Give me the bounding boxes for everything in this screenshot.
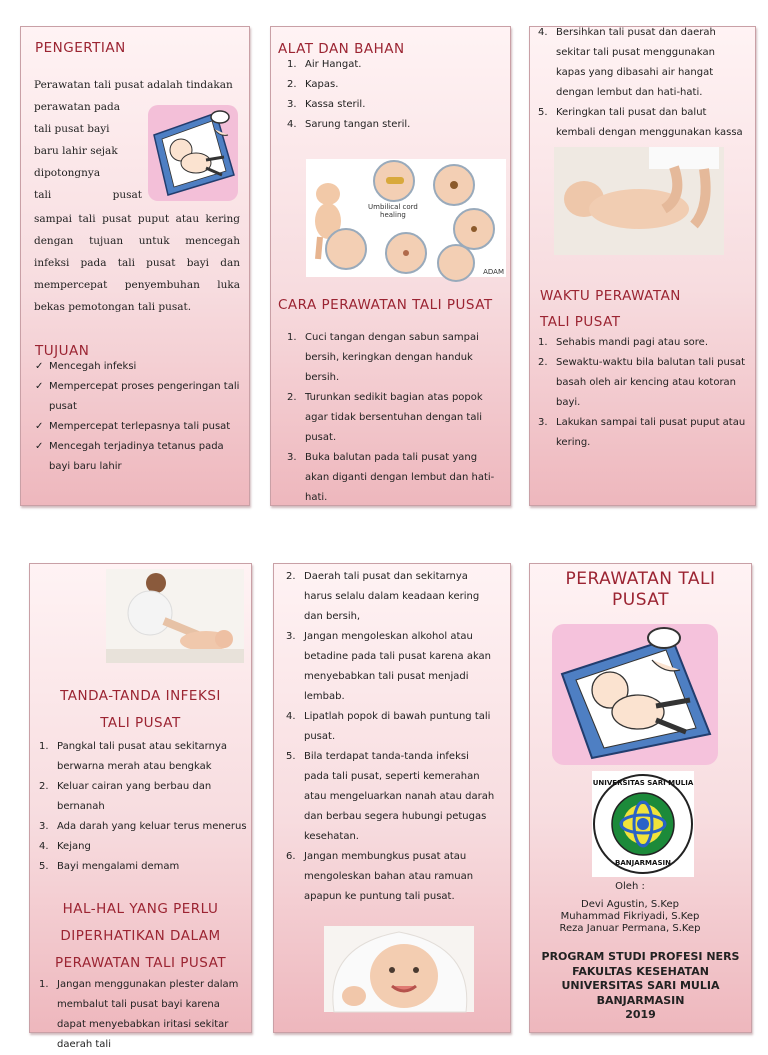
footer-line: UNIVERSITAS SARI MULIA [561, 979, 720, 992]
pengertian-line: dipotongnya [34, 167, 101, 179]
list-item: 3. Kassa steril. [287, 99, 366, 110]
waktu-list [536, 333, 748, 453]
waktu-heading: WAKTU PERAWATAN TALI PUSAT [540, 288, 681, 330]
baby-care-illustration [552, 624, 718, 765]
list-item: 2. Sewaktu-waktu bila balutan tali pusat basah oleh air kencing atau kotoran bayi. [538, 357, 746, 408]
panel-waktu [529, 26, 756, 506]
baby-care-illustration [148, 105, 238, 201]
list-item: 4. Kejang [39, 841, 91, 852]
list-item: 1. Air Hangat. [287, 59, 362, 70]
check-icon: ✓ [35, 441, 44, 452]
author-block [530, 881, 730, 935]
list-item: 2. Daerah tali pusat dan sekitarnya harus selalu dalam keadaan kering dan bersih, [286, 571, 480, 622]
diagram-label: Umbilical cord [368, 203, 418, 211]
list-item: 3. Buka balutan pada tali pusat yang akan diganti dengan lembut dan hati-hati. [287, 452, 495, 503]
list-item: ✓ Mencegah infeksi [35, 357, 241, 377]
pengertian-line: tali pusat bayi [34, 123, 110, 135]
check-icon: ✓ [35, 381, 44, 392]
cara-list-continued [536, 23, 746, 163]
alat-list [285, 55, 495, 135]
list-item: 4. Sarung tangan steril. [287, 119, 411, 130]
list-item: ✓ Mempercepat proses pengeringan tali pusat [35, 377, 241, 417]
oleh-label: Oleh : [615, 881, 645, 892]
cara-list [285, 328, 497, 508]
list-item: ✓ Mencegah terjadinya tetanus pada bayi baru lahir [35, 437, 241, 477]
tujuan-heading: TUJUAN [35, 343, 90, 359]
list-item: 4. Bersihkan tali pusat dan daerah sekitar tali pusat menggunakan kapas yang dibasahi air hangat dengan lembut dan hati-hati. [538, 27, 716, 98]
cara-heading: CARA PERAWATAN TALI PUSAT [278, 297, 493, 313]
list-item: 5. Keringkan tali pusat dan balut kembali dengan menggunakan kassa [538, 107, 743, 138]
hal-heading: HAL-HAL YANG PERLU DIPERHATIKAN DALAM PERAWATAN TALI PUSAT [54, 901, 227, 971]
list-item: 5. Bila terdapat tanda-tanda infeksi pada tali pusat, seperti kemerahan atau mengeluarkan nanah atau darah dan berbau segera hubungi petugas kesehatan. [286, 751, 495, 842]
alat-heading: ALAT DAN BAHAN [278, 41, 405, 57]
list-item: 1. Jangan menggunakan plester dalam membalut tali pusat bayi karena dapat menyebabkan iritasi sekitar daerah tali [39, 979, 239, 1050]
baby-photo [554, 147, 724, 255]
list-item: 3. Ada darah yang keluar terus menerus [39, 821, 247, 832]
pengertian-line: tali pusat [34, 189, 142, 201]
pengertian-heading: PENGERTIAN [35, 40, 126, 56]
footer-line: 2019 [625, 1008, 656, 1021]
logo-text: UNIVERSITAS SARI MULIA [592, 779, 694, 787]
list-item: ✓ Mempercepat terlepasnya tali pusat [35, 417, 241, 437]
list-item: 2. Keluar cairan yang berbau dan bernanah [39, 781, 212, 812]
list-item: 5. Bayi mengalami demam [39, 861, 180, 872]
footer-line: BANJARMASIN [596, 993, 685, 1007]
university-logo [592, 771, 694, 877]
list-item: 2. Turunkan sedikit bagian atas popok agar tidak bersentuhan dengan tali pusat. [287, 392, 483, 443]
pengertian-line: Perawatan tali pusat adalah tindakan [34, 79, 233, 91]
pengertian-paragraph: sampai tali pusat puput atau kering dengan tujuan untuk mencegah infeksi pada tali pusat bayi dan mempercepat penyembuhan luka bekas pemotongan tali pusat. [34, 213, 240, 313]
panel-cover [529, 563, 752, 1033]
pengertian-line: baru lahir sejak [34, 145, 118, 157]
author-name: Reza Januar Permana, S.Kep [559, 923, 701, 934]
list-item: 3. Lakukan sampai tali pusat puput atau kering. [538, 417, 746, 448]
list-item: 1. Pangkal tali pusat atau sekitarnya berwarna merah atau bengkak [39, 741, 227, 772]
umbilical-cord-healing-diagram [306, 159, 506, 277]
footer-line: PROGRAM STUDI PROFESI NERS [541, 950, 740, 963]
tanda-list [37, 737, 247, 877]
hal-list-continued [284, 567, 496, 907]
tujuan-list [35, 357, 241, 477]
panel-hal-lanjutan [273, 563, 511, 1033]
check-icon: ✓ [35, 421, 44, 432]
list-item: 6. Jangan membungkus pusat atau mengoleskan bahan atau ramuan apapun ke puntung tali pusat. [286, 851, 474, 902]
smiling-baby-photo [324, 926, 474, 1012]
footer-block [530, 950, 751, 1023]
panel-alat-cara [270, 26, 511, 506]
list-item: 3. Jangan mengoleskan alkohol atau betadine pada tali pusat karena akan menyebabkan tali pusat menjadi lembab. [286, 631, 492, 702]
list-item: 4. Lipatlah popok di bawah puntung tali pusat. [286, 711, 491, 742]
cover-title: PERAWATAN TALI PUSAT [565, 569, 716, 610]
footer-line: FAKULTAS KESEHATAN [572, 964, 709, 978]
panel-pengertian [20, 26, 250, 506]
diagram-label: healing [380, 211, 406, 219]
adam-brand: ADAM [483, 268, 504, 276]
tanda-heading: TANDA-TANDA INFEKSI TALI PUSAT [60, 688, 221, 731]
pengertian-line: perawatan pada [34, 101, 121, 113]
logo-text: BANJARMASIN [615, 859, 671, 867]
author-name: Muhammad Fikriyadi, S.Kep [560, 911, 700, 922]
hal-list [37, 975, 247, 1055]
list-item: 1. Cuci tangan dengan sabun sampai bersih, keringkan dengan handuk bersih. [287, 332, 479, 383]
list-item: 2. Kapas. [287, 79, 339, 90]
mother-baby-photo [106, 569, 244, 663]
list-item: 1. Sehabis mandi pagi atau sore. [538, 337, 709, 348]
author-name: Devi Agustin, S.Kep [581, 899, 679, 910]
panel-tanda-infeksi [29, 563, 252, 1050]
check-icon: ✓ [35, 361, 44, 372]
